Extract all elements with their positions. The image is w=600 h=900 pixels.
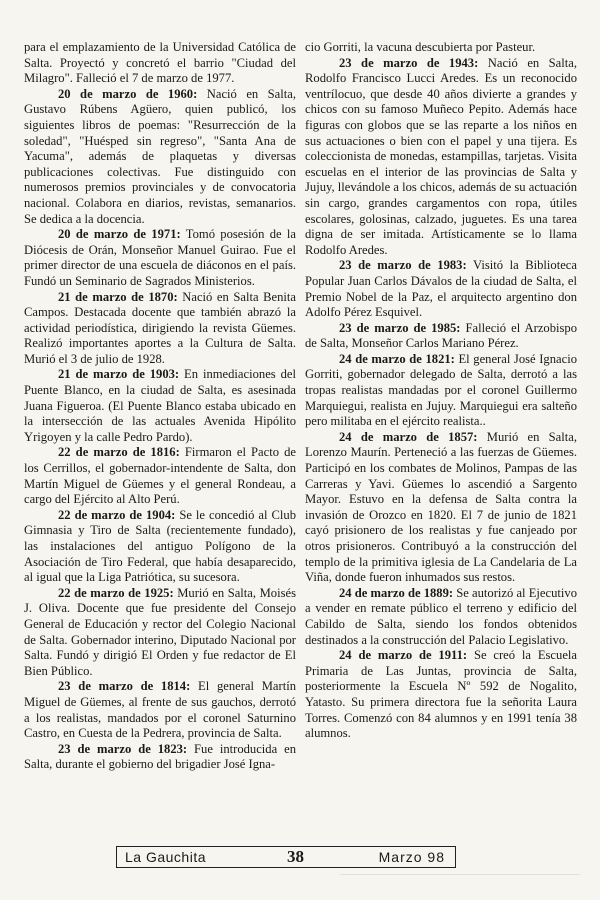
entry: [305, 430, 577, 586]
entry-continuation: [305, 40, 577, 56]
entry: [24, 679, 296, 741]
entry-date: 23 de marzo de 1983:: [339, 258, 467, 273]
entry-date: 21 de marzo de 1870:: [58, 289, 178, 304]
entry-text: Visitó la Biblioteca Popular Juan Carlos Dávalos de la ciudad de Salta, el Premio Nobel de la Paz, el arquitecto argentino don Adolfo Pérez Esquivel.: [305, 258, 577, 320]
entry: [24, 742, 296, 773]
entry-text: Tomó posesión de la Diócesis de Orán, Monseñor Manuel Guirao. Fue el primer director de una escuela de diáconos en el país. Fundó un Seminario de Sagrados Ministerios.: [24, 227, 296, 288]
entry-text: Se le concedió al Club Gimnasia y Tiro de Salta (recientemente fundado), las instalaciones del antiguo Polígono de la Asociación de Tiro Federal, que había desaparecido, al igual que la Liga Patriótica, su sucesora.: [24, 507, 296, 585]
entry: [305, 321, 577, 352]
page-number: 38: [287, 847, 304, 866]
entry-text: Falleció el Arzobispo de Salta, Monseñor Carlos Mariano Pérez.: [305, 320, 577, 351]
entry-text: Murió en Salta, Moisés J. Oliva. Docente que fue presidente del Consejo General de Educación y rector del Colegio Nacional de Salta. Gobernador interino, Diputado Nacional por Salta. Fundó y dirigió El Orden y fue redactor de El Bien Público.: [24, 585, 296, 678]
entry-date: 22 de marzo de 1816:: [58, 445, 180, 460]
entry-date: 23 de marzo de 1823:: [58, 741, 188, 756]
entry: [24, 445, 296, 507]
entry-date: 23 de marzo de 1814:: [58, 679, 191, 694]
entry-date: 23 de marzo de 1985:: [339, 320, 461, 335]
entry-date: 24 de marzo de 1889:: [339, 585, 454, 600]
entry: [305, 56, 577, 259]
left-column: [24, 40, 296, 773]
entry: [24, 367, 296, 445]
entry: [305, 586, 577, 648]
bleed-through-shadow: [340, 874, 580, 889]
entry-text: En inmediaciones del Puente Blanco, en la ciudad de Salta, es asesinada Juana Figueroa. (El Puente Blanco estaba ubicado en la intersección de las actuales Avenida Hipólito Yrigoyen y la calle Pedro Pardo).: [24, 367, 297, 444]
entry-text: Murió en Salta, Lorenzo Maurín. Perteneció a las fuerzas de Güemes. Participó en los combates de Molinos, Pampas de las Carreras y Yavi. Güemes lo ascendió a Sargento Mayor. Estuvo en la defensa de Salta contra la invasión de Orozco en 1820. El 7 de junio de 1821 cayó prisionero de los realistas y fue canjeado por otros prisioneros. Contribuyó a la construcción del templo de la primitiva iglesia de La Candelaria de La Viña, donde fueron inhumados sus restos.: [305, 429, 577, 585]
entry-text: Firmaron el Pacto de los Cerrillos, el gobernador-intendente de Salta, don Martín Miguel de Güemes y el general Rondeau, a cargo del Ejército al Alto Perú.: [24, 445, 296, 507]
publication-name: La Gauchita: [125, 849, 206, 865]
entry-continuation: [24, 40, 296, 87]
entry-text: Se autorizó al Ejecutivo a vender en remate público el terreno y edificio del Cabildo de Salta, siendo los fondos obtenidos destinados a la construcción del Palacio Legislativo.: [305, 585, 577, 647]
entry: [24, 227, 296, 289]
entry-text: cio Gorriti, la vacuna descubierta por Pasteur.: [305, 40, 536, 54]
entry: [24, 586, 296, 680]
entry-text: Nació en Salta, Gustavo Rúbens Agüero, quien publicó, los siguientes libros de poemas: "Resurrección de la soledad", "Huésped sin regreso", "Santa Ana de Yacuma", además de plaquetas y diversas publicaciones colectivas. Fue distinguido con numerosos premios provinciales y de convocatoria nacional. Colabora en diarios, revistas, semanarios. Se dedica a la docencia.: [24, 86, 297, 226]
entry-date: 20 de marzo de 1960:: [58, 86, 198, 101]
entry: [24, 87, 296, 227]
entry-date: 24 de marzo de 1821:: [339, 351, 455, 366]
entry-text: El general Martín Miguel de Güemes, al frente de sus gauchos, derrotó a los realistas, mandados por el coronel Saturnino Castro, en Cuesta de la Pedrera, provincia de Salta.: [24, 679, 296, 741]
entry-date: 24 de marzo de 1911:: [339, 648, 468, 663]
entry-date: 23 de marzo de 1943:: [339, 55, 479, 70]
entry: [305, 352, 577, 430]
entry-text: Nació en Salta Benita Campos. Destacada docente que también abrazó la actividad periodística, dirigiendo la revista Güemes. Realizó importantes aportes a la Cultura de Salta. Murió el 3 de julio de 1928.: [24, 289, 296, 366]
entry-date: 22 de marzo de 1925:: [58, 585, 174, 600]
right-column: [305, 40, 577, 742]
entry-date: 20 de marzo de 1971:: [58, 227, 181, 242]
entry-text: Se creó la Escuela Primaria de Las Juntas, provincia de Salta, posteriormente la Escuela Nº 592 de Nogalito, Yatasto. Su primera directora fue la señorita Laura Torres. Comenzó con 84 alumnos y en 1991 tenía 38 alumnos.: [305, 648, 577, 741]
page-footer: [116, 846, 456, 868]
entry-text: El general José Ignacio Gorriti, gobernador delegado de Salta, derrotó a las tropas realistas mandadas por el coronel Guillermo Marquiegui, realista en Jujuy. Marquiegui era salteño pero militaba en el ejército realista..: [305, 351, 577, 429]
entry-text: para el emplazamiento de la Universidad Católica de Salta. Proyectó y concretó el barrio "Ciudad del Milagro". Falleció el 7 de marzo de 1977.: [24, 40, 296, 86]
entry: [24, 290, 296, 368]
entry-date: 21 de marzo de 1903:: [58, 367, 180, 382]
entry: [305, 648, 577, 742]
issue-date: Marzo 98: [378, 849, 445, 865]
entry-text: Nació en Salta, Rodolfo Francisco Lucci Aredes. Es un reconocido ventrílocuo, que desde 40 años divierte a grandes y chicos con su famoso Muñeco Pepito. Además hace figuras con globos que se las reparte a los niños en sus actuaciones o bien con el papel y una tijera. Es coleccionista de monedas, estampillas, tarjetas. Visita escuelas en el interior de las provincias de Salta y Jujuy, llevándole a los chicos, además de su actuación sin cargo, grandes cargamentos con ropa, útiles escolares, golosinas, calzado, juguetes. Es una tarea digna de ser imitada. Artísticamente se lo llama Rodolfo Aredes.: [305, 55, 578, 257]
entry-text: Fue introducida en Salta, durante el gobierno del brigadier José Igna-: [24, 741, 296, 772]
entry: [305, 258, 577, 320]
entry-date: 22 de marzo de 1904:: [58, 507, 176, 522]
entry: [24, 508, 296, 586]
entry-date: 24 de marzo de 1857:: [339, 429, 478, 444]
